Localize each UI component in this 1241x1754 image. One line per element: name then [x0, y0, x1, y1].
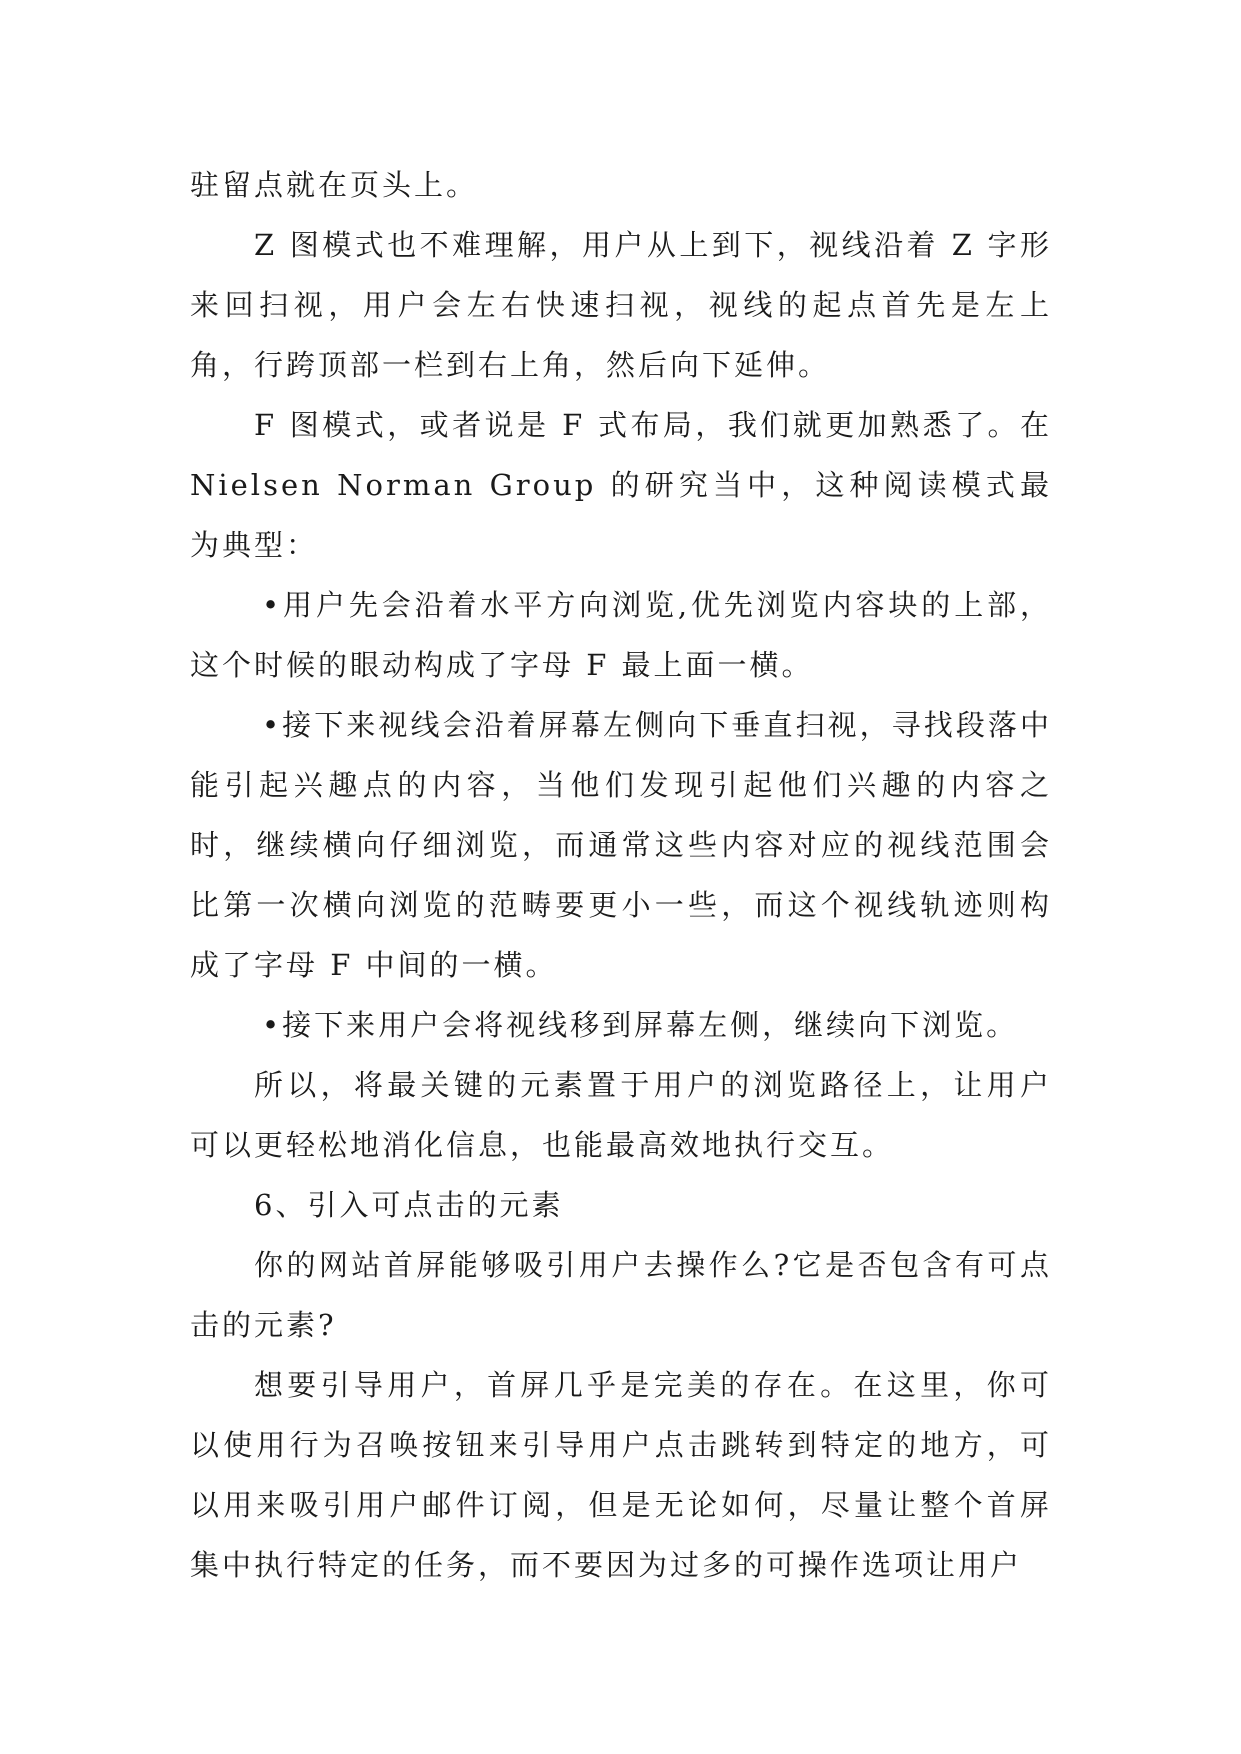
paragraph-continuation: 驻留点就在页头上。	[190, 168, 479, 202]
bullet-item-3: •接下来用户会将视线移到屏幕左侧，继续向下浏览。	[262, 1008, 1019, 1042]
paragraph-z-pattern: Z 图模式也不难理解，用户从上到下，视线沿着 Z 字形来回扫视，用户会左右快速扫视，视线的起点首先是左上角，行跨顶部一栏到右上角，然后向下延伸。	[190, 228, 1052, 382]
bullet-item-2: •接下来视线会沿着屏幕左侧向下垂直扫视，寻找段落中能引起兴趣点的内容，当他们发现引起他们兴趣的内容之时，继续横向仔细浏览，而通常这些内容对应的视线范围会比第一次横向浏览的范畴要更小一些，而这个视线轨迹则构成了字母 F 中间的一横。	[190, 708, 1052, 982]
bullet-item-1: •用户先会沿着水平方向浏览,优先浏览内容块的上部，这个时候的眼动构成了字母 F 最上面一横。	[190, 588, 1052, 682]
document-body	[190, 155, 1052, 1595]
section-heading-6: 6、引入可点击的元素	[254, 1188, 564, 1222]
paragraph-question: 你的网站首屏能够吸引用户去操作么?它是否包含有可点击的元素?	[190, 1248, 1052, 1342]
paragraph-f-pattern: F 图模式，或者说是 F 式布局，我们就更加熟悉了。在 Nielsen Norman Group 的研究当中，这种阅读模式最为典型：	[190, 408, 1052, 562]
paragraph-guidance: 想要引导用户，首屏几乎是完美的存在。在这里，你可以使用行为召唤按钮来引导用户点击跳转到特定的地方，可以用来吸引用户邮件订阅，但是无论如何，尽量让整个首屏集中执行特定的任务，而不要因为过多的可操作选项让用户	[190, 1368, 1052, 1582]
paragraph-conclusion: 所以，将最关键的元素置于用户的浏览路径上，让用户可以更轻松地消化信息，也能最高效地执行交互。	[190, 1068, 1052, 1162]
